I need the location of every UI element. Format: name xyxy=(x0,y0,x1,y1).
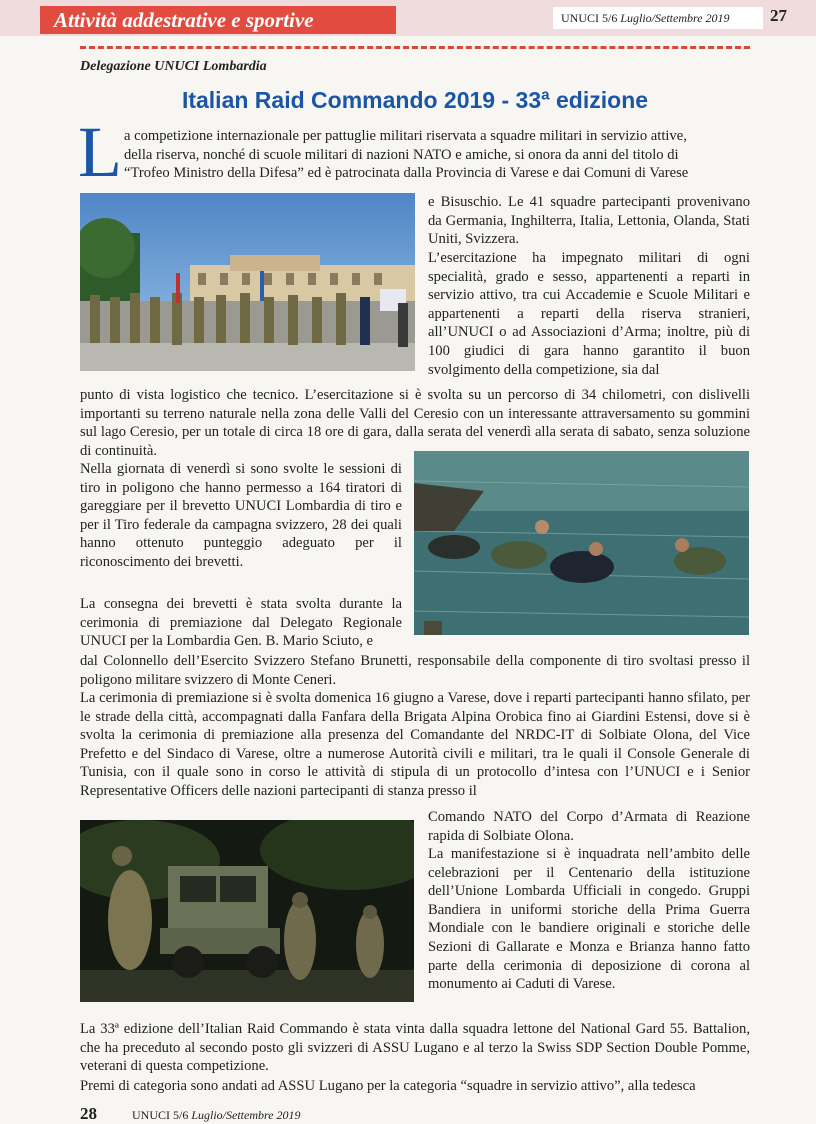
page-number-bottom: 28 xyxy=(80,1104,97,1123)
paragraph-2-right: L’esercitazione ha impegnato militari di ogni specialità, grado e sesso, appartenenti a reparti in servizio attivo, tra cui Accademie e Scuole Militari e appartenenti a reparti della riserva stranieri, all’UNUCI o ad Associazioni d’Arma; inoltre, più di 100 giudici di gara hanno garantito il buon svolgimento della competizione, sia dal xyxy=(428,250,750,378)
drop-cap: L xyxy=(78,112,122,192)
paragraph-1-right: e Bisuschio. Le 41 squadre partecipanti provenivano da Germania, Inghilterra, Italia, Lettonia, Olanda, Stati Uniti, Svizzera. xyxy=(428,194,750,248)
paragraph-8-full: Premi di categoria sono andati ad ASSU Lugano per la categoria “squadre in servizio attivo”, alla tedesca xyxy=(80,1078,696,1094)
intro-line-1: a competizione internazionale per pattuglie militari riservata a squadre militari in servizio attive, xyxy=(124,128,687,144)
paragraph-4-full: dal Colonnello dell’Esercito Svizzero Stefano Brunetti, responsabile della componente di tiro svoltasi presso il poligono militare svizzero di Monte Ceneri. xyxy=(80,653,750,688)
intro-lines xyxy=(124,127,752,183)
paragraph-4-left: La consegna dei brevetti è stata svolta durante la cerimonia di premiazione dal Delegato Regionale UNUCI per la Lombardia Gen. B. Mario Sciuto, e xyxy=(80,596,402,650)
section-tag: Attività addestrative e sportive xyxy=(40,6,396,34)
paragraph-7-full: La 33ª edizione dell’Italian Raid Commando è stata vinta dalla squadra lettone del National Gard 55. Battalion, che ha preceduto al secondo posto gli svizzeri di ASSU Lugano e al terzo la Swiss SDP Section Double Pomme, veterani di questa competizione. xyxy=(80,1021,750,1075)
footer-issue xyxy=(132,1108,301,1123)
header-issue-date: Luglio/Settembre 2019 xyxy=(620,11,730,25)
paragraph-6-right: La manifestazione si è inquadrata nell’ambito delle celebrazioni per il Centenario della istituzione dell’Unione Lombarda Ufficiali in congedo. Gruppi Bandiera in uniformi storiche della Prima Guerra Mondiale con le bandiere originali e storiche delle Sezioni di Gallarate e Monza e Brianza hanno fatto parte della cerimonia di deposizione di corona al monumento ai Caduti di Varese. xyxy=(428,846,750,993)
paragraph-5-full: La cerimonia di premiazione si è svolta domenica 16 giugno a Varese, dove i reparti partecipanti hanno sfilato, per le strade della città, accompagnati dalla Fanfara della Brigata Alpina Orobica fino ai Giardini Estensi, dove si è svolta la cerimonia di premiazione alla presenza del Comandante del NRDC-IT di Solbiate Olona, del Vice Prefetto e del Sindaco di Varese, oltre a numerose Autorità civili e militari, tra le quali il Console Generale di Tunisia, con il quale sono in corso le attività di stipula di un protocollo d’intesa con l’UNUCI e i Senior Representative Officers delle nazioni partecipanti di stanza presso il xyxy=(80,690,750,799)
paragraph-5-right: Comando NATO del Corpo d’Armata di Reazione rapida di Solbiate Olona. xyxy=(428,809,750,844)
dashed-divider xyxy=(80,46,750,49)
paragraph-2-full: punto di vista logistico che tecnico. L’esercitazione si è svolta su un percorso di 34 chilometri, con dislivelli importanti su terreno naturale nella zona delle Valli del Ceresio con un interessante attraversamento su gommini sul lago Ceresio, per un totale di circa 18 ore di gara, dalla serata del venerdì alla serata di sabato, senza soluzione di continuità. xyxy=(80,387,750,459)
delegation-label: Delegazione UNUCI Lombardia xyxy=(80,59,267,74)
page-number-top: 27 xyxy=(770,6,787,25)
ceremony-photo xyxy=(80,193,415,371)
intro-line-3: “Trofeo Ministro della Difesa” ed è patrocinata dalla Provincia di Varese e dai Comuni di Varese xyxy=(124,165,689,182)
night-exercise-photo xyxy=(80,820,414,1002)
header-issue-number: UNUCI 5/6 xyxy=(561,11,618,25)
intro-line-2: della riserva, nonché di scuole militari di nazioni NATO e amiche, si onora da anni del titolo di xyxy=(124,146,679,163)
lake-crossing-photo xyxy=(414,451,749,635)
article-title: Italian Raid Commando 2019 - 33ª edizione xyxy=(181,87,649,113)
footer-issue-date: Luglio/Settembre 2019 xyxy=(191,1108,301,1122)
header-issue xyxy=(553,7,763,29)
footer-issue-number: UNUCI 5/6 xyxy=(132,1108,189,1122)
paragraph-3-left: Nella giornata di venerdì si sono svolte le sessioni di tiro in poligono che hanno permesso a 164 tiratori di gareggiare per il brevetto UNUCI Lombardia di tiro e per il Tiro federale da campagna svizzero, 28 dei quali hanno ottenuto punteggio adeguato per il riconoscimento dei brevetti. xyxy=(80,461,402,570)
